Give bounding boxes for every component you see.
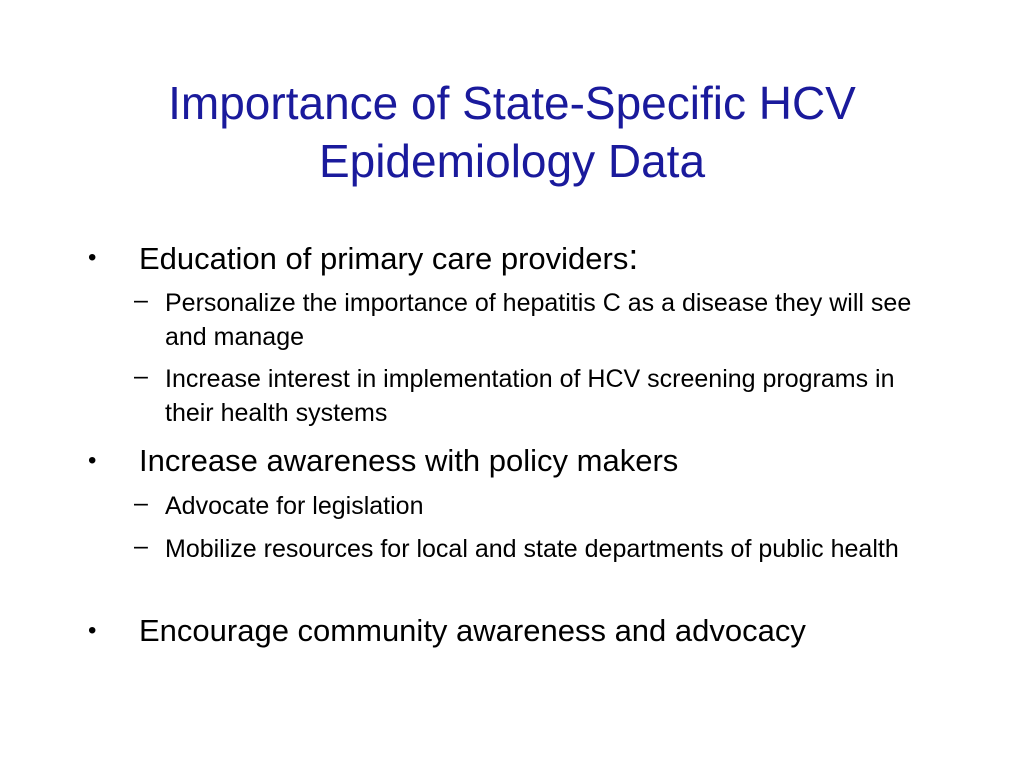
sub-bullet-marker: – xyxy=(134,532,148,560)
sub-bullet-text: Advocate for legislation xyxy=(165,492,424,520)
sub-bullet-text: Increase interest in implementation of HCV screening programs in their health systems xyxy=(165,365,895,427)
bullet-marker: • xyxy=(88,244,97,271)
bullet-text-main: Education of primary care providers xyxy=(139,241,629,276)
bullet-text-colon: : xyxy=(628,236,639,277)
slide-title-line-2: Epidemiology Data xyxy=(318,135,706,187)
bullet-text xyxy=(139,236,638,278)
bullet-text: Increase awareness with policy makers xyxy=(139,443,679,478)
sub-bullet-text: Personalize the importance of hepatitis C as a disease they will see and manage xyxy=(165,289,912,351)
sub-bullet-marker: – xyxy=(134,362,148,390)
bullet-marker: • xyxy=(88,617,97,644)
bullet-marker: • xyxy=(88,447,97,474)
sub-bullet-marker: – xyxy=(134,489,148,517)
sub-bullet-text: Mobilize resources for local and state departments of public health xyxy=(165,535,899,563)
sub-bullet-marker: – xyxy=(134,286,148,314)
bullet-text: Encourage community awareness and advocacy xyxy=(139,613,806,648)
slide-title-line-1: Importance of State-Specific HCV xyxy=(168,77,856,129)
